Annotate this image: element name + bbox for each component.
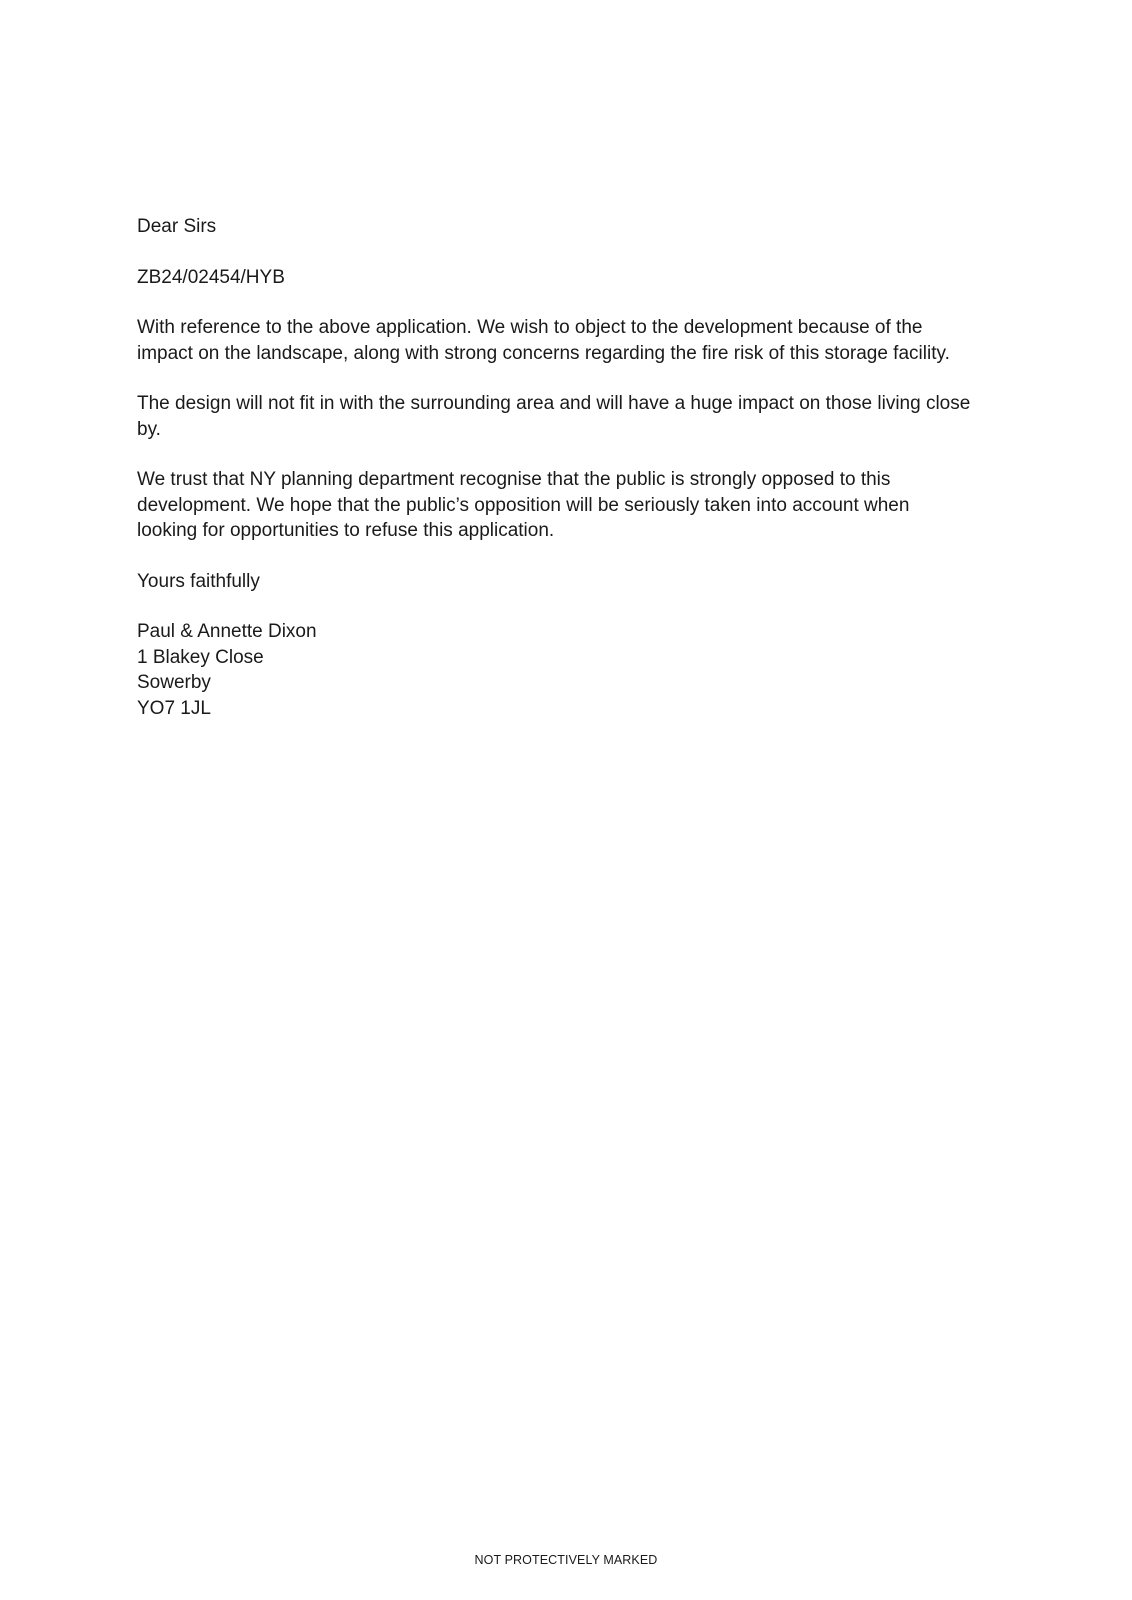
closing-text: Yours faithfully bbox=[137, 570, 260, 592]
signature-block bbox=[137, 619, 1007, 721]
address-line: Sowerby bbox=[137, 672, 211, 693]
protective-marking-footer: NOT PROTECTIVELY MARKED bbox=[474, 1553, 658, 1567]
closing bbox=[137, 569, 1007, 595]
letter-body bbox=[137, 214, 1007, 746]
salutation bbox=[137, 214, 1007, 240]
reference bbox=[137, 265, 1007, 291]
paragraph-line: development. We hope that the public’s opposition will be seriously taken into account when bbox=[137, 494, 910, 516]
paragraph-objection bbox=[137, 315, 1007, 366]
paragraph-line: We trust that NY planning department recognise that the public is strongly opposed to this bbox=[137, 469, 891, 490]
paragraph-line: looking for opportunities to refuse this application. bbox=[137, 520, 555, 541]
paragraph-line: by. bbox=[137, 418, 161, 440]
signature-name: Paul & Annette Dixon bbox=[137, 621, 317, 642]
paragraph-public-opposition bbox=[137, 467, 1007, 544]
postcode: YO7 1JL bbox=[137, 697, 211, 719]
reference-number: ZB24/02454/HYB bbox=[137, 266, 285, 288]
paragraph-line: With reference to the above application. We wish to object to the development because of the bbox=[137, 317, 923, 338]
paragraph-design bbox=[137, 391, 1007, 442]
salutation-text: Dear Sirs bbox=[137, 216, 217, 237]
address-line: 1 Blakey Close bbox=[137, 646, 264, 668]
paragraph-line: The design will not fit in with the surrounding area and will have a huge impact on those living close bbox=[137, 393, 971, 414]
paragraph-line: impact on the landscape, along with strong concerns regarding the fire risk of this storage facility. bbox=[137, 342, 950, 364]
